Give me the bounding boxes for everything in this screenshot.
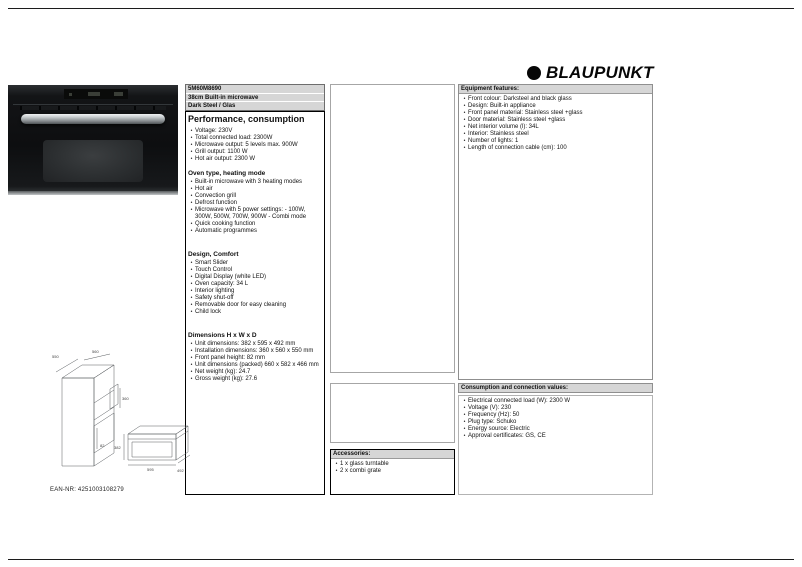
bullet-icon: •: [463, 145, 466, 151]
design-list: [188, 260, 322, 316]
vent-slots: [20, 106, 166, 110]
equipment-item: • Number of lights: 1: [461, 138, 650, 145]
bullet-icon: •: [463, 117, 466, 123]
consumption-item: • Approval certificates: GS, CE: [461, 433, 650, 440]
bullet-icon: •: [190, 228, 193, 234]
dimension-label: 382: [114, 445, 121, 450]
equipment-item: • Interior: Stainless steel: [461, 131, 650, 138]
consumption-item: • Frequency (Hz): 50: [461, 412, 650, 419]
bullet-icon: •: [463, 419, 466, 425]
dimension-label: 82: [100, 443, 105, 448]
product-photo: [8, 85, 178, 195]
blaupunkt-dot-icon: [527, 66, 541, 80]
spec-item: • Built-in microwave with 3 heating modes: [188, 179, 322, 186]
spec-item: • Unit dimensions (packed) 660 x 582 x 466 mm: [188, 362, 322, 369]
bullet-icon: •: [463, 412, 466, 418]
product-variant: Dark Steel / Glas: [186, 102, 324, 110]
bullet-icon: •: [463, 103, 466, 109]
bullet-icon: •: [463, 124, 466, 130]
section-title-performance: Performance, consumption: [188, 114, 305, 124]
bullet-icon: •: [190, 295, 193, 301]
consumption-item: • Energy source: Electric: [461, 426, 650, 433]
bullet-icon: •: [190, 281, 193, 287]
spec-item: • Defrost function: [188, 200, 322, 207]
bullet-icon: •: [190, 179, 193, 185]
accessories-header: Accessories:: [331, 450, 454, 459]
bullet-icon: •: [190, 186, 193, 192]
dimensions-list: [188, 341, 322, 383]
bullet-icon: •: [190, 341, 193, 347]
dimension-label: 550: [52, 354, 59, 359]
consumption-panel: [458, 383, 653, 495]
specifications-column: [185, 111, 325, 495]
spec-item: • Hot air: [188, 186, 322, 193]
section-title-design: Design, Comfort: [188, 251, 239, 258]
consumption-header: Consumption and connection values:: [458, 383, 653, 393]
consumption-item: • Electrical connected load (W): 2300 W: [461, 398, 650, 405]
accessories-list: [333, 461, 452, 475]
equipment-list: [461, 96, 650, 152]
bullet-icon: •: [190, 302, 193, 308]
product-header: [185, 84, 325, 111]
cabinet-outline: [62, 365, 118, 466]
spec-item: • Quick cooking function: [188, 221, 322, 228]
bullet-icon: •: [335, 461, 338, 467]
equipment-item: • Door material: Stainless steel +glass: [461, 117, 650, 124]
bullet-icon: •: [190, 142, 193, 148]
bullet-icon: •: [463, 405, 466, 411]
empty-panel-middle: [330, 383, 455, 443]
bullet-icon: •: [463, 426, 466, 432]
bullet-icon: •: [190, 156, 193, 162]
door-window: [43, 140, 143, 182]
bullet-icon: •: [190, 376, 193, 382]
equipment-item: • Length of connection cable (cm): 100: [461, 145, 650, 152]
performance-list: [188, 128, 322, 163]
accessories-panel: [330, 449, 455, 495]
bullet-icon: •: [190, 274, 193, 280]
model-number: 5M60M8690: [186, 85, 324, 93]
bullet-icon: •: [190, 193, 193, 199]
bullet-icon: •: [190, 200, 193, 206]
bullet-icon: •: [190, 260, 193, 266]
installation-drawing: [48, 348, 190, 486]
panel-divider: [13, 104, 173, 105]
bullet-icon: •: [190, 267, 193, 273]
accessory-item: • 2 x combi grate: [333, 468, 452, 475]
section-title-dimensions: Dimensions H x W x D: [188, 332, 257, 339]
bullet-icon: •: [190, 207, 193, 213]
equipment-item: • Net interior volume (l): 34L: [461, 124, 650, 131]
brand-logo: [527, 62, 654, 84]
bullet-icon: •: [463, 96, 466, 102]
top-rule: [8, 8, 794, 9]
bullet-icon: •: [463, 433, 466, 439]
dimension-label: 492: [177, 468, 184, 473]
dimension-label: 360: [122, 396, 129, 401]
bottom-rule: [8, 559, 794, 560]
display-segment: [114, 92, 123, 96]
spec-item: • Interior lighting: [188, 288, 322, 295]
bullet-icon: •: [463, 110, 466, 116]
spec-item: • Front panel height: 82 mm: [188, 355, 322, 362]
bullet-icon: •: [190, 221, 193, 227]
bullet-icon: •: [463, 398, 466, 404]
appliance-dimensions: [114, 434, 190, 473]
bullet-icon: •: [190, 348, 193, 354]
spec-item: • Unit dimensions: 382 x 595 x 492 mm: [188, 341, 322, 348]
consumption-item: • Plug type: Schuko: [461, 419, 650, 426]
appliance-outline: [128, 426, 188, 460]
bullet-icon: •: [463, 138, 466, 144]
bullet-icon: •: [190, 309, 193, 315]
spec-item: • Automatic programmes: [188, 228, 322, 235]
control-display: [64, 89, 128, 99]
spec-item: • Digital Display (white LED): [188, 274, 322, 281]
bullet-icon: •: [190, 135, 193, 141]
bullet-icon: •: [463, 131, 466, 137]
product-name: 38cm Built-in microwave: [186, 94, 324, 102]
empty-panel-top: [330, 84, 455, 373]
brand-name: BLAUPUNKT: [546, 63, 654, 82]
section-title-oven-type: Oven type, heating mode: [188, 170, 266, 177]
bullet-icon: •: [190, 369, 193, 375]
oven-type-list: [188, 179, 322, 235]
bullet-icon: •: [190, 288, 193, 294]
dimension-label: 595: [147, 467, 154, 472]
ean-number: EAN-NR: 4251003108279: [50, 487, 124, 493]
equipment-header: Equipment features:: [459, 85, 652, 94]
spec-item: • Convection grill: [188, 193, 322, 200]
bullet-icon: •: [190, 128, 193, 134]
spec-item: • Hot air output: 2300 W: [188, 156, 322, 163]
equipment-item: • Front panel material: Stainless steel +glass: [461, 110, 650, 117]
consumption-list: [461, 398, 650, 440]
spec-item: • Microwave output: 5 levels max. 900W: [188, 142, 322, 149]
consumption-item: • Voltage (V): 230: [461, 405, 650, 412]
spec-item: • Net weight (kg): 24.7: [188, 369, 322, 376]
spec-item: • Safety shut-off: [188, 295, 322, 302]
bullet-icon: •: [335, 468, 338, 474]
spec-item: • Microwave with 5 power settings: - 100W, 300W, 500W, 700W, 900W - Combi mode: [188, 207, 322, 221]
spec-item: • Child lock: [188, 309, 322, 316]
spec-item: • Touch Control: [188, 267, 322, 274]
bullet-icon: •: [190, 362, 193, 368]
bullet-icon: •: [190, 355, 193, 361]
spec-item: • Smart Slider: [188, 260, 322, 267]
equipment-item: • Design: Built-in appliance: [461, 103, 650, 110]
spec-item: • Installation dimensions: 360 x 560 x 550 mm: [188, 348, 322, 355]
display-indicator: [69, 93, 72, 96]
spec-item: • Oven capacity: 34 L: [188, 281, 322, 288]
display-segment: [88, 92, 100, 96]
spec-item: • Removable door for easy cleaning: [188, 302, 322, 309]
photo-base: [8, 191, 178, 195]
spec-item: • Gross weight (kg): 27.6: [188, 376, 322, 383]
dimension-label: 560: [92, 349, 99, 354]
bullet-icon: •: [190, 149, 193, 155]
spec-item: • Total connected load: 2300W: [188, 135, 322, 142]
door-handle: [21, 114, 165, 124]
equipment-features-panel: [458, 84, 653, 380]
spec-item: • Voltage: 230V: [188, 128, 322, 135]
equipment-item: • Front colour: Darksteel and black glass: [461, 96, 650, 103]
spec-item: • Grill output: 1100 W: [188, 149, 322, 156]
accessory-item: • 1 x glass turntable: [333, 461, 452, 468]
